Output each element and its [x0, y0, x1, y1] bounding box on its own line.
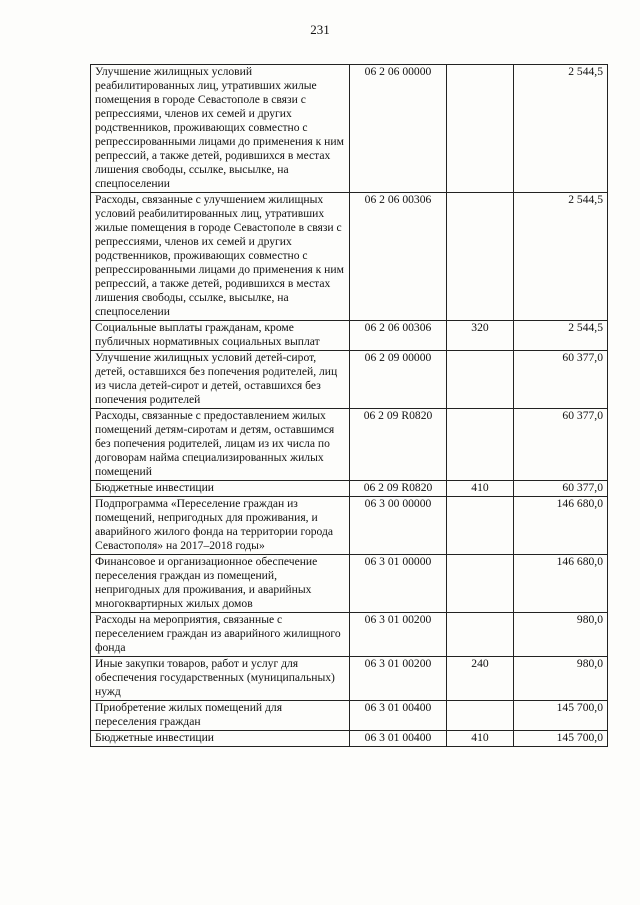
- row-sum: 146 680,0: [514, 497, 608, 555]
- row-sum: 980,0: [514, 657, 608, 701]
- row-sum: 2 544,5: [514, 321, 608, 351]
- row-sum: 60 377,0: [514, 409, 608, 481]
- row-sum: 146 680,0: [514, 555, 608, 613]
- table-row: [91, 497, 608, 555]
- row-code: 06 2 06 00000: [350, 65, 447, 193]
- table-row: [91, 613, 608, 657]
- row-kind: 410: [447, 481, 514, 497]
- page-number: 231: [310, 22, 330, 37]
- row-sum: 2 544,5: [514, 65, 608, 193]
- row-name: Бюджетные инвестиции: [91, 481, 350, 497]
- row-name: Приобретение жилых помещений для переселения граждан: [91, 701, 350, 731]
- row-kind: [447, 701, 514, 731]
- row-code: 06 2 09 R0820: [350, 409, 447, 481]
- row-name: Иные закупки товаров, работ и услуг для обеспечения государственных (муниципальных) нужд: [91, 657, 350, 701]
- row-sum: 980,0: [514, 613, 608, 657]
- row-kind: [447, 409, 514, 481]
- row-code: 06 3 00 00000: [350, 497, 447, 555]
- row-sum: 2 544,5: [514, 193, 608, 321]
- row-code: 06 2 06 00306: [350, 321, 447, 351]
- row-code: 06 3 01 00200: [350, 657, 447, 701]
- table-row: [91, 555, 608, 613]
- row-name: Финансовое и организационное обеспечение переселения граждан из помещений, непригодных для проживания, и аварийных многоквартирных жилых домов: [91, 555, 350, 613]
- row-code: 06 3 01 00400: [350, 731, 447, 747]
- row-name: Бюджетные инвестиции: [91, 731, 350, 747]
- row-code: 06 2 09 R0820: [350, 481, 447, 497]
- budget-table: [90, 64, 608, 747]
- row-kind: [447, 555, 514, 613]
- row-sum: 145 700,0: [514, 701, 608, 731]
- row-kind: 240: [447, 657, 514, 701]
- row-code: 06 3 01 00400: [350, 701, 447, 731]
- row-kind: [447, 193, 514, 321]
- row-kind: 320: [447, 321, 514, 351]
- row-code: 06 2 09 00000: [350, 351, 447, 409]
- table-row: [91, 657, 608, 701]
- table-row: [91, 481, 608, 497]
- row-name: Расходы, связанные с предоставлением жилых помещений детям-сиротам и детям, оставшимся без попечения родителей, лицам из их числа по договорам найма специализированных жилых помещений: [91, 409, 350, 481]
- table-row: [91, 351, 608, 409]
- row-kind: 410: [447, 731, 514, 747]
- table-row: [91, 321, 608, 351]
- row-kind: [447, 65, 514, 193]
- row-code: 06 3 01 00200: [350, 613, 447, 657]
- row-name: Улучшение жилищных условий реабилитированных лиц, утративших жилые помещения в городе Севастополе в связи с репрессиями, членов их семей и других родственников, проживающих совместно с репрессированными лицами до применения к ним репрессий, а также детей, родившихся в местах лишения свободы, ссылке, высылке, на спецпоселении: [91, 65, 350, 193]
- table-row: [91, 65, 608, 193]
- row-code: 06 3 01 00000: [350, 555, 447, 613]
- table-row: [91, 701, 608, 731]
- row-code: 06 2 06 00306: [350, 193, 447, 321]
- row-name: Расходы на мероприятия, связанные с переселением граждан из аварийного жилищного фонда: [91, 613, 350, 657]
- table-row: [91, 731, 608, 747]
- row-sum: 145 700,0: [514, 731, 608, 747]
- row-kind: [447, 497, 514, 555]
- row-sum: 60 377,0: [514, 481, 608, 497]
- row-kind: [447, 351, 514, 409]
- row-name: Социальные выплаты гражданам, кроме публичных нормативных социальных выплат: [91, 321, 350, 351]
- table-row: [91, 409, 608, 481]
- row-name: Улучшение жилищных условий детей-сирот, детей, оставшихся без попечения родителей, лиц из числа детей-сирот и детей, оставшихся без попечения родителей: [91, 351, 350, 409]
- row-name: Подпрограмма «Переселение граждан из помещений, непригодных для проживания, и аварийного жилого фонда на территории города Севастополя» на 2017–2018 годы»: [91, 497, 350, 555]
- table-row: [91, 193, 608, 321]
- row-kind: [447, 613, 514, 657]
- row-name: Расходы, связанные с улучшением жилищных условий реабилитированных лиц, утративших жилые помещения в городе Севастополе в связи с репрессиями, членов их семей и других родственников, проживающих совместно с репрессированными лицами до применения к ним репрессий, а также детей, родившихся в местах лишения свободы, ссылке, высылке, на спецпоселении: [91, 193, 350, 321]
- row-sum: 60 377,0: [514, 351, 608, 409]
